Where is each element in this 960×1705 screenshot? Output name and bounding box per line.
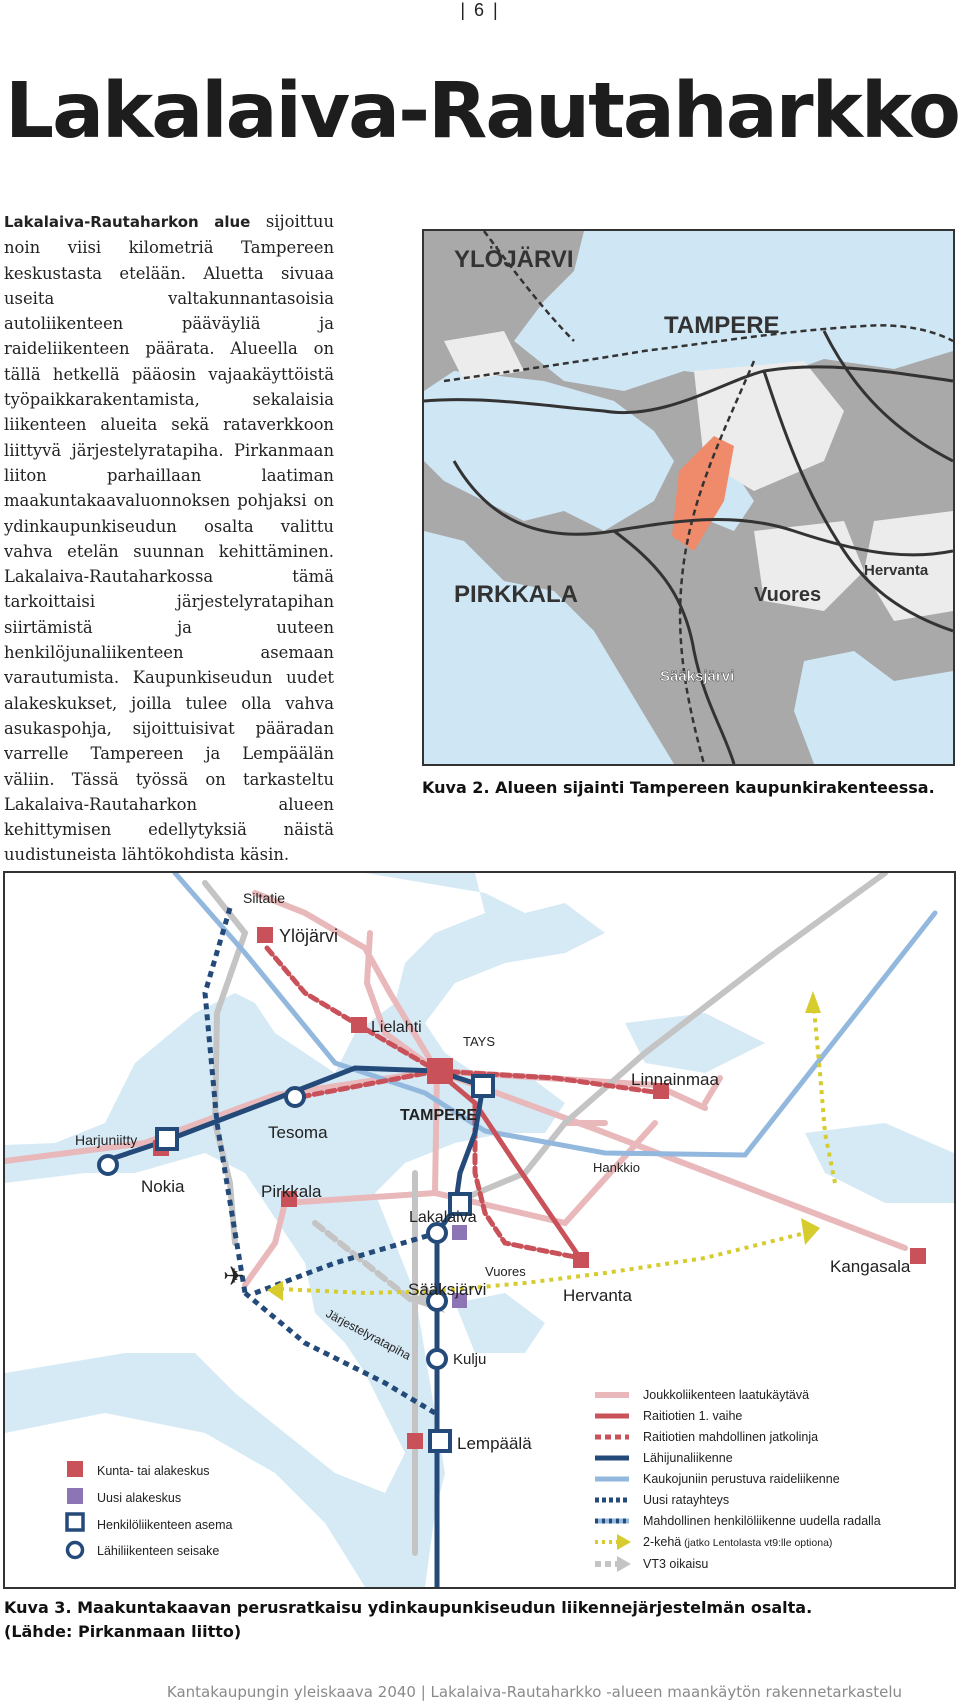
legend-ring-label: 2-kehä	[643, 1535, 682, 1549]
map1-label-ylojarvi: YLÖJÄRVI	[454, 246, 574, 273]
center-lielahti	[351, 1017, 367, 1033]
airport-icon: ✈	[223, 1261, 245, 1291]
legend-right-4: Kaukojuniin perustuva raideliikenne	[643, 1472, 840, 1486]
station-harjuniitty	[157, 1129, 177, 1149]
caption-3-line1: Kuva 3. Maakuntakaavan perusratkaisu ydinkaupunkiseudun liikennejärjestelmän osalta.	[4, 1598, 813, 1617]
stop-tesoma	[286, 1088, 304, 1106]
label-siltatie: Siltatie	[243, 890, 286, 906]
label-vuores: Vuores	[485, 1264, 526, 1279]
stop-harjuniitty	[99, 1156, 117, 1174]
legend-right-7	[643, 1535, 832, 1549]
label-kangasala: Kangasala	[830, 1257, 911, 1276]
transport-map-graphic	[5, 873, 954, 1587]
station-lempaala	[430, 1431, 450, 1451]
map1-label-tampere: TAMPERE	[664, 312, 780, 339]
legend-right-6: Mahdollinen henkilöliikenne uudella radalla	[643, 1514, 881, 1528]
new-center-lakalaiva	[452, 1225, 467, 1240]
center-ylojarvi	[257, 927, 273, 943]
caption-3-line2: (Lähde: Pirkanmaan liitto)	[4, 1622, 242, 1641]
label-lakalaiva: Lakalaiva	[409, 1209, 477, 1226]
legend-left-2: Henkilöliikenteen asema	[97, 1518, 233, 1532]
label-lempaala: Lempäälä	[457, 1434, 532, 1453]
map1-label-pirkkala: PIRKKALA	[454, 581, 578, 608]
label-kulju: Kulju	[453, 1351, 487, 1368]
map1-label-vuores: Vuores	[754, 584, 822, 606]
label-tays: TAYS	[463, 1034, 496, 1049]
legend-right-3: Lähijunaliikenne	[643, 1451, 733, 1465]
label-jarjestelyratapiha: Järjestelyratapiha	[323, 1306, 414, 1363]
legend-right-5: Uusi ratayhteys	[643, 1493, 730, 1507]
legend-right-2: Raitiotien mahdollinen jatkolinja	[643, 1430, 819, 1444]
label-ylojarvi: Ylöjärvi	[279, 926, 339, 946]
transport-map	[3, 871, 956, 1589]
legend-new-center-icon	[67, 1488, 83, 1504]
label-linnainmaa: Linnainmaa	[631, 1070, 719, 1089]
page-title: Lakalaiva-Rautaharkko	[5, 67, 959, 156]
stop-kulju	[428, 1350, 446, 1368]
legend-right-0: Joukkoliikenteen laatukäytävä	[643, 1388, 810, 1402]
label-hervanta: Hervanta	[563, 1286, 632, 1305]
station-tays	[473, 1076, 493, 1096]
map1-label-saaksjarvi: Sääksjärvi	[660, 668, 735, 685]
label-tesoma: Tesoma	[268, 1123, 328, 1142]
label-saaksjarvi: Sääksjärvi	[408, 1280, 487, 1299]
map1-label-hervanta: Hervanta	[864, 562, 929, 579]
legend-right-8: VT3 oikaisu	[643, 1557, 709, 1571]
figure-caption-3	[4, 1596, 904, 1644]
legend-ring-note: (jatko Lentolasta vt9:lle optiona)	[681, 1537, 833, 1549]
legend-left-0: Kunta- tai alakeskus	[97, 1464, 210, 1478]
legend-left-1: Uusi alakeskus	[97, 1491, 182, 1505]
stop-lakalaiva	[428, 1224, 446, 1242]
label-nokia: Nokia	[141, 1177, 185, 1196]
label-pirkkala: Pirkkala	[261, 1182, 322, 1201]
body-text: sijoittuu noin viisi kilometriä Tampereen keskustasta etelään. Aluetta sivuaa useita valtakunnantasoisia autoliikenteen pääväyliä ja raideliikenteen päärata. Alueella on tällä hetkellä pääosin vajaakäyttöistä työpaikkarakentamista, sekalaisia liikenteen alueita sekä rataverkkoon liittyvä järjestelyratapiha. Pirkanmaan liiton parhaillaan laatiman maakuntakaavaluonnoksen pohjaksi on ydinkaupunkiseudun osalta valittu vahva etelän suunnan kehittäminen. Lakalaiva-Rautaharkossa tämä tarkoittaisi järjestelyratapihan siirtämistä ja uuteen henkilöjunaliikenteen asemaan varautumista. Kaupunkiseudun uudet alakeskukset, joilla tulee olla vahva asukaspohja, sijoittuisivat pääradan varrelle Tampereen ja Lempäälän väliin. Tässä työssä on tarkasteltu Lakalaiva-Rautaharkon alueen kehittymisen edellytyksiä näistä uudistuneista lähtökohdista käsin.	[4, 212, 335, 865]
label-harjuniitty: Harjuniitty	[75, 1132, 138, 1148]
body-lead: Lakalaiva-Rautaharkon alue	[4, 213, 251, 231]
legend-station-icon	[67, 1514, 83, 1530]
label-lielahti: Lielahti	[371, 1019, 422, 1036]
legend-right-1: Raitiotien 1. vaihe	[643, 1409, 743, 1423]
center-hervanta	[573, 1252, 589, 1268]
center-kangasala	[910, 1248, 926, 1264]
legend-stop-icon	[68, 1543, 83, 1558]
center-lempaala	[407, 1433, 423, 1449]
figure-caption-2: Kuva 2. Alueen sijainti Tampereen kaupunkirakenteessa.	[422, 778, 935, 797]
page-footer: Kantakaupungin yleiskaava 2040 | Lakalaiva-Rautaharkko -alueen maankäytön rakennetarkastelu	[166, 1683, 902, 1701]
label-tampere: TAMPERE	[400, 1107, 478, 1124]
body-paragraph	[4, 209, 334, 868]
location-map	[422, 229, 955, 766]
location-map-graphic	[424, 231, 953, 764]
center-tampere	[427, 1058, 453, 1084]
legend-center-icon	[67, 1461, 83, 1477]
page-number: | 6 |	[460, 0, 500, 20]
legend-left-3: Lähiliikenteen seisake	[97, 1544, 220, 1558]
label-hankkio: Hankkio	[593, 1160, 640, 1175]
